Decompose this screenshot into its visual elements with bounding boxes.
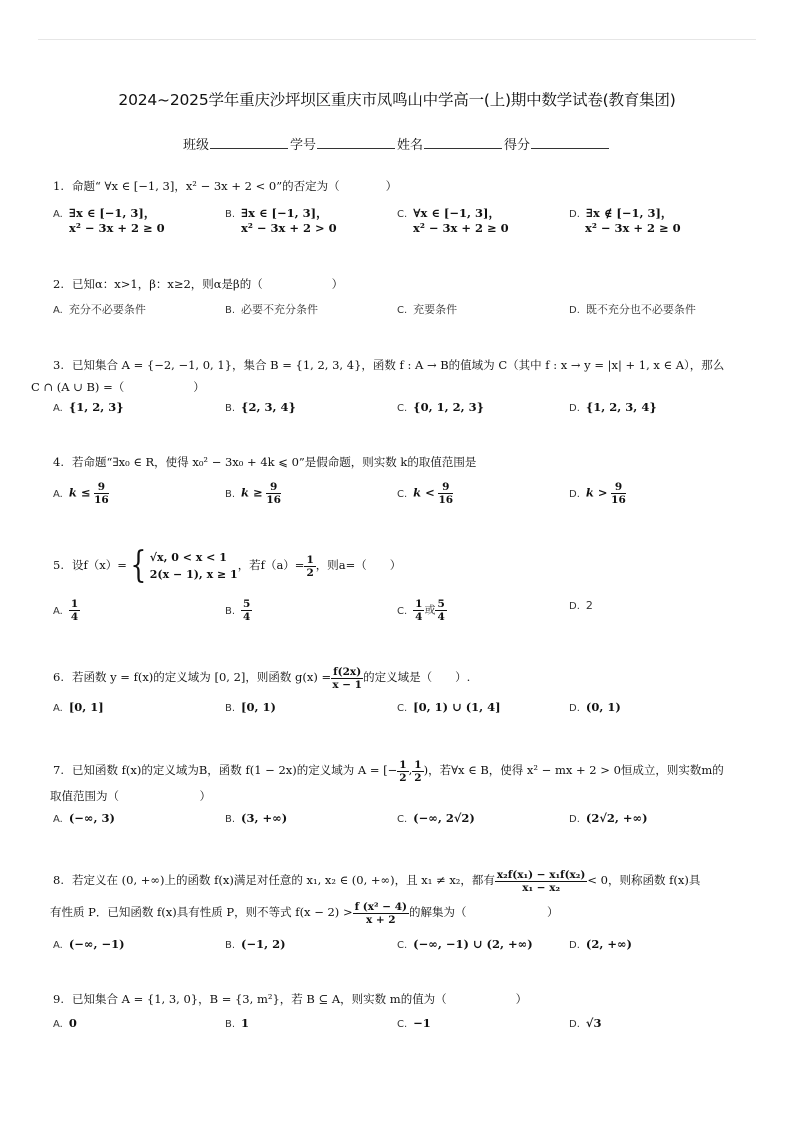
question-number: 3.	[53, 358, 64, 372]
question-text: 有性质 P．已知函数 f(x)具有性质 P，则不等式 f(x − 2) >	[50, 905, 353, 919]
question-number: 4.	[53, 455, 64, 469]
question-1	[53, 175, 754, 235]
denominator: 16	[94, 494, 109, 506]
option-letter: D.	[569, 403, 580, 414]
student-info-line	[0, 134, 794, 153]
question-text: 已知α：x>1，β：x≥2，则α是β的（ ）	[71, 277, 344, 291]
fraction	[413, 598, 424, 623]
question-2	[53, 273, 754, 316]
question-text-mid: ，若f（a）=	[237, 558, 305, 572]
case-2: 2(x − 1), x ≥ 1	[149, 568, 238, 581]
options-row	[53, 937, 753, 977]
option-letter: D.	[569, 305, 580, 316]
option-letter: D.	[569, 1019, 580, 1030]
option-letter: C.	[397, 403, 408, 414]
options-row	[53, 811, 753, 851]
class-field[interactable]	[183, 134, 290, 153]
option-text: 0	[68, 1016, 77, 1030]
option-text: k >	[585, 485, 608, 500]
option-text: (−∞, 2√2)	[413, 811, 475, 825]
question-text-end: < 0，则称函数 f(x)具	[587, 873, 701, 887]
option-c[interactable]	[397, 481, 453, 506]
options-row	[53, 481, 753, 521]
fraction	[435, 598, 446, 623]
option-text: ∃x ∈ [−1, 3]，	[68, 206, 156, 220]
question-text: 设f（x）=	[71, 558, 127, 572]
option-text-line2: x² − 3x + 2 > 0	[241, 221, 337, 235]
denominator: 4	[415, 611, 423, 623]
option-d[interactable]	[569, 1016, 601, 1030]
numerator: x₂f(x₁) − x₁f(x₂)	[496, 868, 586, 881]
question-stem: 7. 已知函数 f(x)的定义域为B，函数 f(1 − 2x)的定义域为 A = [− $\frac{1}{2}$ , $\frac{1}{2}$ )，若∀x ∈ B，使得 x² − mx + 2 > 0恒成立，则实数m的	[53, 758, 724, 784]
numerator: f (x² − 4)	[354, 900, 407, 913]
option-text: −1	[413, 1016, 431, 1030]
option-d[interactable]	[569, 481, 626, 506]
student-number-field[interactable]	[290, 134, 397, 153]
option-a[interactable]	[53, 400, 124, 414]
question-number: 7.	[53, 763, 64, 777]
option-d[interactable]	[569, 598, 593, 612]
question-text-end: ，则a=（ ）	[315, 558, 402, 572]
option-a[interactable]	[53, 598, 80, 623]
option-c[interactable]	[397, 205, 509, 235]
options-row	[53, 700, 753, 740]
denominator: 16	[266, 494, 281, 506]
option-letter: C.	[397, 488, 408, 500]
option-letter: A.	[53, 703, 63, 714]
fraction	[611, 481, 626, 506]
option-b[interactable]	[225, 598, 252, 623]
option-letter: C.	[397, 1019, 408, 1030]
option-text-line2: x² − 3x + 2 ≥ 0	[585, 221, 681, 235]
option-text: [0, 1]	[68, 700, 104, 714]
denominator: 16	[611, 494, 626, 506]
option-text: (2√2, +∞)	[585, 811, 648, 825]
option-letter: C.	[397, 305, 408, 316]
option-d[interactable]	[569, 205, 681, 235]
option-text: (−∞, 3)	[68, 811, 115, 825]
option-a[interactable]	[53, 205, 165, 235]
question-text: 若命题“∃x₀ ∈ R，使得 x₀² − 3x₀ + 4k ⩽ 0”是假命题，则实数 k的取值范围是	[71, 455, 477, 469]
numerator: 1	[306, 553, 314, 566]
option-text: 必要不充分条件	[241, 303, 319, 316]
option-letter: D.	[569, 703, 580, 714]
option-a[interactable]	[53, 301, 146, 317]
option-letter: C.	[397, 814, 408, 825]
question-stem	[53, 354, 754, 376]
numerator: 1	[70, 598, 79, 610]
question-number: 9.	[53, 992, 64, 1006]
question-stem	[53, 538, 754, 592]
question-number: 6.	[53, 670, 64, 684]
fraction	[438, 481, 453, 506]
option-d[interactable]	[569, 700, 621, 714]
denominator: 4	[243, 611, 251, 623]
question-number: 1.	[53, 179, 64, 193]
option-text: 2	[585, 599, 593, 612]
question-6	[53, 662, 754, 714]
question-stem	[53, 273, 754, 295]
question-text: 已知集合 A = {−2, −1, 0, 1}，集合 B = {1, 2, 3, 4}，函数 f : A → B的值域为 C（其中 f : x → y = |x| + 1, x ∈ A），那么	[71, 358, 725, 372]
option-b[interactable]	[225, 301, 318, 317]
numerator: 1	[399, 758, 407, 771]
option-c[interactable]	[397, 1016, 431, 1030]
denominator: x + 2	[365, 913, 396, 926]
question-3	[31, 354, 754, 414]
option-text: {2, 3, 4}	[241, 400, 296, 414]
name-blank[interactable]	[424, 136, 502, 149]
name-field[interactable]	[397, 134, 504, 153]
student-number-blank[interactable]	[317, 136, 395, 149]
option-text: {1, 2, 3, 4}	[585, 400, 657, 414]
numerator: 9	[611, 481, 626, 494]
option-letter: A.	[53, 305, 63, 316]
numerator: 9	[266, 481, 281, 494]
option-a[interactable]	[53, 811, 115, 825]
option-a[interactable]	[53, 481, 109, 506]
question-text: 命题“ ∀x ∈ [−1, 3]，x² − 3x + 2 < 0”的否定为（ ）	[71, 179, 398, 193]
option-text: {0, 1, 2, 3}	[413, 400, 484, 414]
option-letter: B.	[225, 403, 236, 414]
question-5	[53, 538, 754, 623]
option-text: ∀x ∈ [−1, 3]，	[413, 206, 500, 220]
option-text: (0, 1)	[585, 700, 621, 714]
option-letter: D.	[569, 814, 580, 825]
option-letter: D.	[569, 601, 580, 612]
numerator: 1	[414, 758, 422, 771]
option-letter: C.	[397, 703, 408, 714]
option-c[interactable]	[397, 400, 484, 414]
question-stem	[53, 662, 754, 692]
option-c[interactable]	[397, 598, 447, 623]
option-letter: A.	[53, 940, 63, 951]
option-letter: B.	[225, 209, 236, 220]
option-b[interactable]	[225, 700, 276, 714]
option-letter: D.	[569, 940, 580, 951]
option-text: 或	[424, 603, 436, 617]
numerator: f(2x)	[333, 665, 362, 678]
option-letter: B.	[225, 488, 236, 500]
question-stem	[53, 865, 754, 895]
options-row	[53, 301, 753, 341]
question-text: 若函数 y = f(x)的定义域为 [0, 2]，则函数 g(x) =	[71, 670, 332, 684]
option-letter: B.	[225, 940, 236, 951]
left-brace: {	[130, 545, 147, 586]
option-text: (3, +∞)	[241, 811, 288, 825]
option-c[interactable]	[397, 301, 457, 317]
score-label: 得分	[504, 138, 531, 153]
option-letter: D.	[569, 209, 580, 220]
option-d[interactable]	[569, 301, 696, 317]
denominator: 4	[70, 611, 79, 623]
option-letter: B.	[225, 1019, 236, 1030]
class-label: 班级	[182, 138, 209, 153]
question-stem-line2: C ∩ (A ∪ B) =（ ）	[31, 380, 205, 394]
top-divider	[38, 39, 756, 40]
option-b[interactable]	[225, 400, 296, 414]
option-text: [0, 1)	[241, 700, 276, 714]
numerator: 5	[437, 598, 445, 610]
denominator: 2	[306, 566, 314, 579]
numerator: 1	[415, 598, 423, 610]
fraction	[266, 481, 281, 506]
case-1: √x, 0 < x < 1	[149, 551, 227, 564]
options-row	[53, 205, 753, 245]
option-a[interactable]	[53, 700, 104, 714]
option-text: √3	[585, 1016, 602, 1030]
question-9	[53, 988, 754, 1030]
question-number: 2.	[53, 277, 64, 291]
score-blank[interactable]	[531, 136, 609, 149]
question-text-end: 的解集为（ ）	[408, 905, 559, 919]
question-text-end: )，若∀x ∈ B，使得 x² − mx + 2 > 0恒成立，则实数m的	[423, 763, 724, 777]
option-text: 既不充分也不必要条件	[585, 303, 696, 316]
fraction	[331, 666, 363, 691]
denominator: 2	[399, 771, 407, 784]
option-text: (−1, 2)	[241, 937, 286, 951]
option-a[interactable]	[53, 937, 125, 951]
option-c[interactable]	[397, 937, 533, 951]
denominator: x − 1	[332, 678, 362, 691]
question-text: 已知函数 f(x)的定义域为B，函数 f(1 − 2x)的定义域为 A = [−	[71, 763, 398, 777]
fraction	[94, 481, 109, 506]
option-letter: A.	[53, 814, 63, 825]
option-d[interactable]	[569, 811, 648, 825]
numerator: 9	[438, 481, 453, 494]
option-letter: B.	[225, 605, 236, 617]
option-letter: A.	[53, 403, 63, 414]
option-letter: B.	[225, 814, 236, 825]
option-b[interactable]	[225, 1016, 249, 1030]
numerator: 5	[243, 598, 251, 610]
denominator: 2	[414, 771, 422, 784]
option-d[interactable]	[569, 400, 657, 414]
student-number-label: 学号	[289, 138, 316, 153]
option-text: (2, +∞)	[585, 937, 632, 951]
option-text: k <	[413, 485, 435, 500]
option-letter: A.	[53, 209, 63, 220]
question-4	[53, 451, 754, 506]
option-text: {1, 2, 3}	[68, 400, 124, 414]
question-7	[50, 755, 754, 825]
option-letter: D.	[569, 488, 580, 500]
option-letter: A.	[53, 605, 63, 617]
question-text-end: 的定义域是（ ）.	[363, 670, 471, 684]
option-text: 充要条件	[413, 303, 458, 316]
question-number: 5.	[53, 558, 64, 572]
option-text: ∃x ∉ [−1, 3]，	[585, 206, 673, 220]
option-letter: C.	[397, 605, 408, 617]
option-text: (−∞, −1) ∪ (2, +∞)	[413, 937, 533, 951]
option-c[interactable]	[397, 700, 501, 714]
denominator: x₁ − x₂	[522, 881, 561, 894]
option-letter: B.	[225, 703, 236, 714]
option-text: 1	[241, 1016, 250, 1030]
question-number: 8.	[53, 873, 64, 887]
option-b[interactable]	[225, 481, 281, 506]
question-8	[50, 865, 754, 951]
fraction	[304, 554, 315, 579]
option-letter: C.	[397, 209, 408, 220]
option-letter: C.	[397, 940, 408, 951]
option-text-line2: x² − 3x + 2 ≥ 0	[413, 221, 509, 235]
option-text: k ≥	[241, 485, 263, 500]
score-field[interactable]	[504, 134, 611, 153]
option-letter: A.	[53, 1019, 63, 1030]
options-row	[53, 1016, 753, 1056]
question-stem	[53, 988, 754, 1010]
option-letter: A.	[53, 488, 63, 500]
class-blank[interactable]	[210, 136, 288, 149]
option-b[interactable]	[225, 205, 337, 235]
question-stem	[53, 175, 754, 197]
option-text: (−∞, −1)	[68, 937, 125, 951]
fraction	[397, 759, 408, 784]
fraction	[353, 901, 409, 926]
fraction	[241, 598, 252, 623]
numerator: 9	[94, 481, 109, 494]
option-d[interactable]	[569, 937, 632, 951]
option-text: 充分不必要条件	[68, 303, 146, 316]
piecewise-cases	[150, 549, 238, 583]
option-text: ∃x ∈ [−1, 3]，	[241, 206, 328, 220]
option-text: [0, 1) ∪ (1, 4]	[413, 700, 501, 714]
option-a[interactable]	[53, 1016, 77, 1030]
options-row	[53, 598, 753, 638]
question-stem	[53, 451, 754, 473]
fraction	[412, 759, 423, 784]
fraction	[69, 598, 80, 623]
exam-title: 2024~2025学年重庆沙坪坝区重庆市凤鸣山中学高一(上)期中数学试卷(教育集团)	[118, 91, 676, 109]
option-text-line2: x² − 3x + 2 ≥ 0	[69, 221, 165, 235]
option-b[interactable]	[225, 937, 286, 951]
question-stem-line2	[50, 895, 754, 929]
name-label: 姓名	[397, 138, 424, 153]
question-text: 已知集合 A = {1, 3, 0}，B = {3, m²}，若 B ⊆ A，则实数 m的值为（ ）	[71, 992, 528, 1006]
option-text: k ≤	[68, 485, 91, 500]
options-row	[53, 400, 753, 440]
option-c[interactable]	[397, 811, 475, 825]
option-b[interactable]	[225, 811, 287, 825]
fraction	[495, 869, 587, 894]
question-stem-line2: 取值范围为（ ）	[50, 789, 211, 803]
option-letter: B.	[225, 305, 236, 316]
question-text: 若定义在 (0, +∞)上的函数 f(x)满足对任意的 x₁, x₂ ∈ (0, +∞)，且 x₁ ≠ x₂，都有	[71, 873, 495, 887]
denominator: 16	[438, 494, 454, 506]
denominator: 4	[437, 611, 445, 623]
